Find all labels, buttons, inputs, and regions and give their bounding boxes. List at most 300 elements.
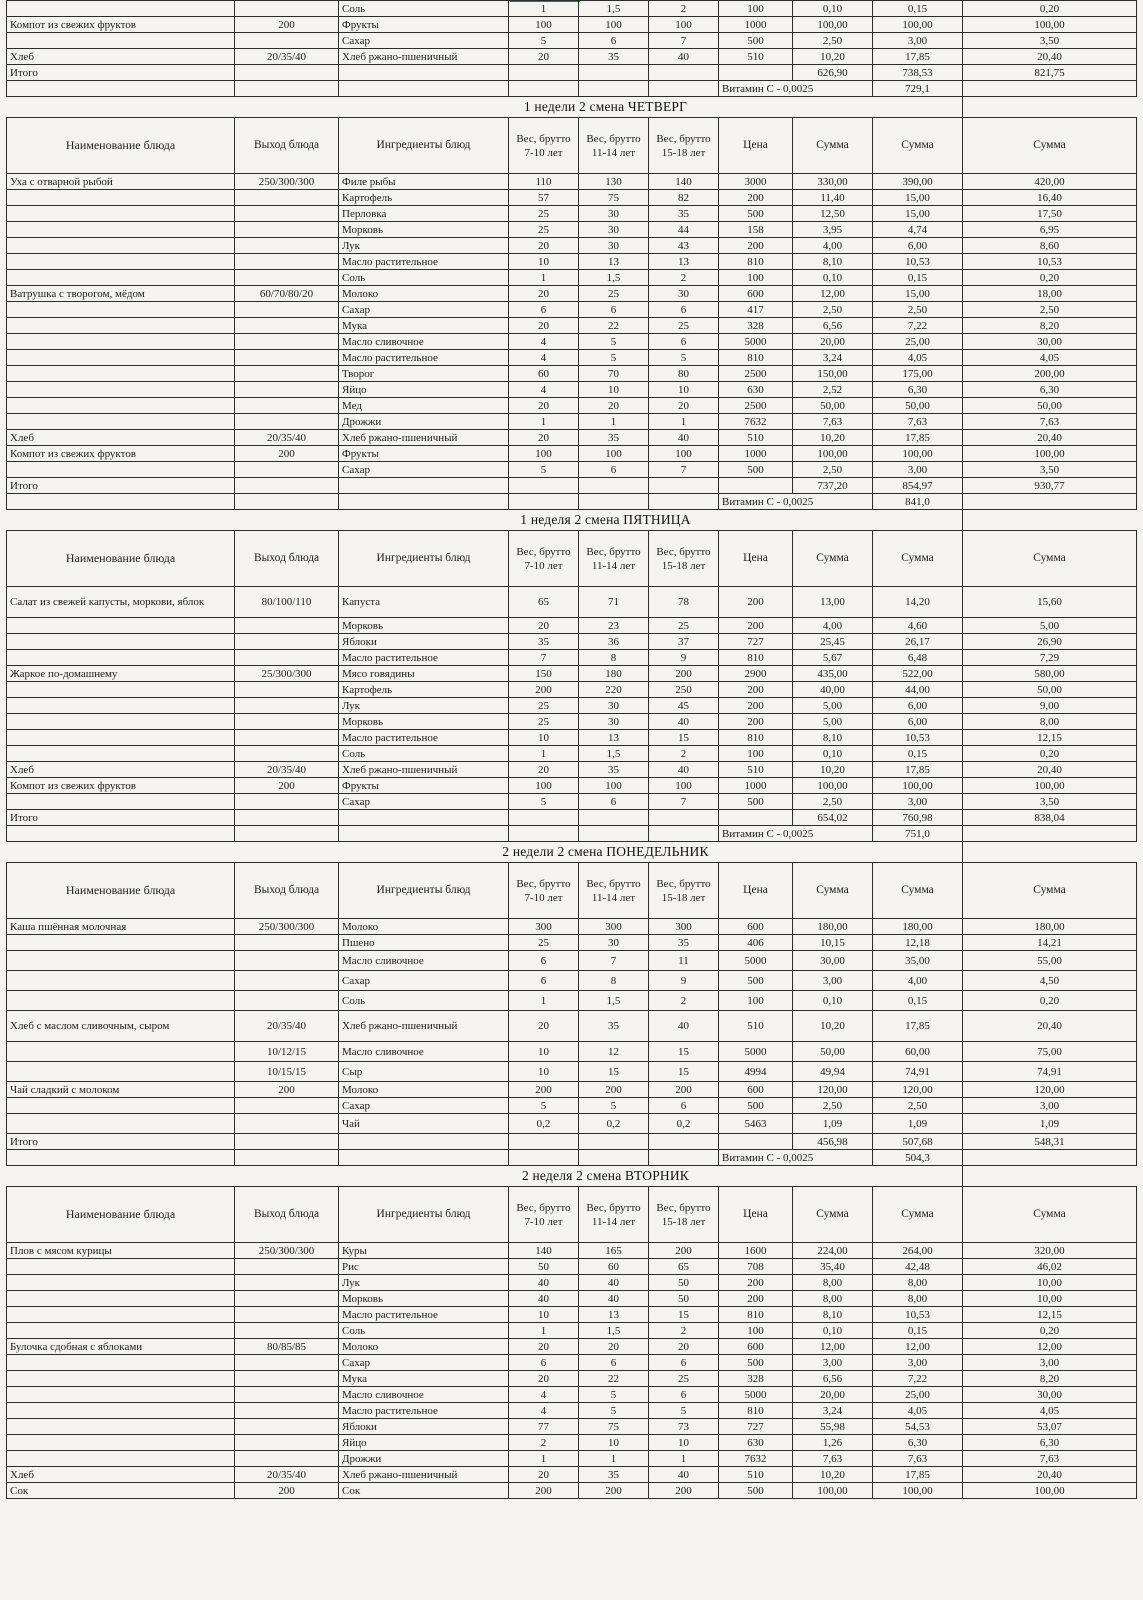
ingredient-cell: Яйцо — [339, 1435, 509, 1451]
weight-cell: 100 — [509, 778, 579, 794]
price-cell: 510 — [719, 1467, 793, 1483]
price-cell: 1000 — [719, 17, 793, 33]
weight-cell: 100 — [649, 446, 719, 462]
itogo-label: Итого — [7, 810, 235, 826]
weight-cell: 300 — [649, 919, 719, 935]
empty-cell — [649, 81, 719, 97]
dish-output-cell — [235, 698, 339, 714]
dish-output-cell — [235, 398, 339, 414]
dish-name-cell — [7, 1259, 235, 1275]
dish-output-cell: 200 — [235, 1483, 339, 1499]
sum-cell: 120,00 — [963, 1082, 1137, 1098]
sum-cell: 5,67 — [793, 650, 873, 666]
price-cell: 500 — [719, 1098, 793, 1114]
price-cell: 200 — [719, 190, 793, 206]
sum-cell: 20,40 — [963, 430, 1137, 446]
weight-cell: 22 — [579, 1371, 649, 1387]
weight-cell: 200 — [649, 1082, 719, 1098]
header-sum-7-10: Сумма — [793, 863, 873, 919]
table-row — [7, 698, 1137, 714]
dish-name-cell — [7, 1435, 235, 1451]
sum-cell: 20,40 — [963, 49, 1137, 65]
price-cell: 200 — [719, 682, 793, 698]
sum-cell: 10,00 — [963, 1275, 1137, 1291]
sum-cell: 6,00 — [873, 698, 963, 714]
sum-cell: 53,07 — [963, 1419, 1137, 1435]
weight-cell: 20 — [509, 1339, 579, 1355]
ingredient-cell: Сахар — [339, 1355, 509, 1371]
ingredient-cell: Молоко — [339, 1082, 509, 1098]
sum-cell: 7,63 — [963, 1451, 1137, 1467]
empty-cell — [649, 478, 719, 494]
sum-cell: 4,00 — [873, 971, 963, 991]
sum-cell: 0,10 — [793, 270, 873, 286]
sum-cell: 10,53 — [873, 730, 963, 746]
dish-output-cell — [235, 1, 339, 17]
weight-cell: 5 — [509, 462, 579, 478]
weight-cell: 40 — [649, 430, 719, 446]
title-spacer — [873, 510, 963, 531]
ingredient-cell: Лук — [339, 238, 509, 254]
weight-cell: 100 — [649, 778, 719, 794]
weight-cell: 35 — [509, 634, 579, 650]
weight-cell: 15 — [649, 1307, 719, 1323]
sum-cell: 100,00 — [963, 778, 1137, 794]
empty-cell — [339, 1150, 509, 1166]
header-ingredients: Ингредиенты блюд — [339, 1187, 509, 1243]
price-cell: 810 — [719, 1403, 793, 1419]
price-cell: 417 — [719, 302, 793, 318]
table-row — [7, 1062, 1137, 1082]
sum-cell: 30,00 — [793, 951, 873, 971]
sum-cell: 8,00 — [793, 1275, 873, 1291]
ingredient-cell: Молоко — [339, 1339, 509, 1355]
price-cell: 510 — [719, 1011, 793, 1042]
column-header-row — [7, 118, 1137, 174]
header-ingredients: Ингредиенты блюд — [339, 531, 509, 587]
header-sum-7-10: Сумма — [793, 1187, 873, 1243]
sum-cell: 3,00 — [793, 971, 873, 991]
header-sum-11-14: Сумма — [873, 118, 963, 174]
sum-cell: 4,50 — [963, 971, 1137, 991]
sum-cell: 12,50 — [793, 206, 873, 222]
weight-cell: 6 — [649, 1355, 719, 1371]
weight-cell: 20 — [649, 1339, 719, 1355]
weight-cell: 40 — [649, 714, 719, 730]
table-row — [7, 1291, 1137, 1307]
dish-name-cell — [7, 1323, 235, 1339]
price-cell: 810 — [719, 1307, 793, 1323]
weight-cell: 25 — [649, 318, 719, 334]
weight-cell: 35 — [579, 49, 649, 65]
ingredient-cell: Хлеб ржано-пшеничный — [339, 1467, 509, 1483]
price-cell: 500 — [719, 33, 793, 49]
sum-cell: 4,00 — [793, 238, 873, 254]
weight-cell: 220 — [579, 682, 649, 698]
header-weight-15-18: Вес, брутто 15-18 лет — [649, 1187, 719, 1243]
sum-cell: 100,00 — [963, 446, 1137, 462]
ingredient-cell: Мука — [339, 1371, 509, 1387]
sum-cell: 12,00 — [793, 1339, 873, 1355]
empty-cell — [509, 494, 579, 510]
dish-output-cell — [235, 1387, 339, 1403]
sum-cell: 120,00 — [873, 1082, 963, 1098]
dish-name-cell — [7, 366, 235, 382]
dish-output-cell — [235, 462, 339, 478]
price-cell: 5463 — [719, 1114, 793, 1134]
sum-cell: 50,00 — [963, 398, 1137, 414]
sum-cell: 6,30 — [963, 1435, 1137, 1451]
total-sum-cell: 821,75 — [963, 65, 1137, 81]
weight-cell: 20 — [509, 398, 579, 414]
total-sum-cell: 738,53 — [873, 65, 963, 81]
sum-cell: 7,22 — [873, 318, 963, 334]
table-row — [7, 682, 1137, 698]
weight-cell: 4 — [509, 334, 579, 350]
weight-cell: 165 — [579, 1243, 649, 1259]
total-sum-cell: 654,02 — [793, 810, 873, 826]
ingredient-cell: Молоко — [339, 286, 509, 302]
price-cell: 510 — [719, 430, 793, 446]
table-row — [7, 286, 1137, 302]
empty-cell — [509, 1150, 579, 1166]
weight-cell: 5 — [649, 350, 719, 366]
dish-output-cell: 10/15/15 — [235, 1062, 339, 1082]
weight-cell: 7 — [649, 33, 719, 49]
sum-cell: 25,00 — [873, 1387, 963, 1403]
empty-cell — [509, 65, 579, 81]
table-row — [7, 935, 1137, 951]
header-weight-7-10: Вес, брутто 7-10 лет — [509, 1187, 579, 1243]
weight-cell: 0,2 — [509, 1114, 579, 1134]
sum-cell: 10,20 — [793, 1011, 873, 1042]
table-row — [7, 971, 1137, 991]
dish-output-cell — [235, 334, 339, 350]
empty-cell — [235, 1134, 339, 1150]
table-row — [7, 430, 1137, 446]
ingredient-cell: Мука — [339, 318, 509, 334]
ingredient-cell: Сахар — [339, 302, 509, 318]
weight-cell: 30 — [579, 698, 649, 714]
weight-cell: 100 — [509, 446, 579, 462]
sum-cell: 17,85 — [873, 49, 963, 65]
price-cell: 200 — [719, 618, 793, 634]
ingredient-cell: Сок — [339, 1483, 509, 1499]
dish-name-cell — [7, 318, 235, 334]
dish-output-cell — [235, 971, 339, 991]
header-sum-11-14: Сумма — [873, 863, 963, 919]
weight-cell: 80 — [649, 366, 719, 382]
weight-cell: 100 — [579, 17, 649, 33]
dish-output-cell: 250/300/300 — [235, 919, 339, 935]
ingredient-cell: Сыр — [339, 1062, 509, 1082]
section-title-row — [7, 510, 1137, 531]
ingredient-cell: Молоко — [339, 919, 509, 935]
title-spacer — [7, 1166, 339, 1187]
header-price: Цена — [719, 531, 793, 587]
weight-cell: 20 — [509, 318, 579, 334]
header-weight-15-18: Вес, брутто 15-18 лет — [649, 863, 719, 919]
dish-output-cell: 200 — [235, 1082, 339, 1098]
table-row — [7, 366, 1137, 382]
title-spacer — [7, 842, 339, 863]
sum-cell: 420,00 — [963, 174, 1137, 190]
ingredient-cell: Рис — [339, 1259, 509, 1275]
weight-cell: 30 — [579, 935, 649, 951]
header-sum-15-18: Сумма — [963, 118, 1137, 174]
weight-cell: 1 — [509, 414, 579, 430]
sum-cell: 60,00 — [873, 1042, 963, 1062]
sum-cell: 0,20 — [963, 270, 1137, 286]
table-row — [7, 1243, 1137, 1259]
price-cell: 600 — [719, 1339, 793, 1355]
ingredient-cell: Филе рыбы — [339, 174, 509, 190]
ingredient-cell: Сахар — [339, 794, 509, 810]
empty-cell — [339, 81, 509, 97]
weight-cell: 35 — [579, 1011, 649, 1042]
weight-cell: 40 — [509, 1291, 579, 1307]
empty-cell — [235, 65, 339, 81]
title-spacer — [963, 1166, 1137, 1187]
sum-cell: 2,50 — [873, 1098, 963, 1114]
ingredient-cell: Капуста — [339, 587, 509, 618]
dish-output-cell — [235, 1291, 339, 1307]
sum-cell: 4,05 — [873, 1403, 963, 1419]
weight-cell: 1 — [509, 991, 579, 1011]
weight-cell: 1,5 — [579, 991, 649, 1011]
header-price: Цена — [719, 118, 793, 174]
sum-cell: 12,18 — [873, 935, 963, 951]
weight-cell: 78 — [649, 587, 719, 618]
dish-name-cell — [7, 1275, 235, 1291]
weight-cell: 10 — [509, 254, 579, 270]
weight-cell: 7 — [649, 462, 719, 478]
sum-cell: 2,50 — [793, 794, 873, 810]
weight-cell: 20 — [579, 398, 649, 414]
table-row — [7, 1307, 1137, 1323]
dish-name-cell — [7, 746, 235, 762]
weight-cell: 35 — [649, 935, 719, 951]
empty-cell — [7, 1150, 235, 1166]
dish-name-cell: Компот из свежих фруктов — [7, 778, 235, 794]
weight-cell: 6 — [579, 794, 649, 810]
price-cell: 630 — [719, 382, 793, 398]
weight-cell: 200 — [649, 666, 719, 682]
dish-name-cell: Салат из свежей капусты, моркови, яблок — [7, 587, 235, 618]
dish-name-cell — [7, 462, 235, 478]
itogo-row — [7, 1134, 1137, 1150]
weight-cell: 30 — [579, 714, 649, 730]
total-sum-cell: 507,68 — [873, 1134, 963, 1150]
header-weight-7-10: Вес, брутто 7-10 лет — [509, 863, 579, 919]
ingredient-cell: Яблоки — [339, 1419, 509, 1435]
table-row — [7, 587, 1137, 618]
dish-output-cell — [235, 1451, 339, 1467]
dish-name-cell — [7, 634, 235, 650]
dish-output-cell: 20/35/40 — [235, 49, 339, 65]
header-ingredients: Ингредиенты блюд — [339, 863, 509, 919]
table-row — [7, 1467, 1137, 1483]
vitamin-row — [7, 81, 1137, 97]
table-row — [7, 1098, 1137, 1114]
sum-cell: 6,48 — [873, 650, 963, 666]
table-row — [7, 1114, 1137, 1134]
weight-cell: 30 — [579, 222, 649, 238]
sum-cell: 4,00 — [793, 618, 873, 634]
weight-cell: 1 — [649, 414, 719, 430]
weight-cell: 57 — [509, 190, 579, 206]
ingredient-cell: Масло растительное — [339, 1307, 509, 1323]
header-price: Цена — [719, 863, 793, 919]
title-spacer — [963, 97, 1137, 118]
dish-output-cell — [235, 1371, 339, 1387]
dish-name-cell: Ватрушка с творогом, мёдом — [7, 286, 235, 302]
sum-cell: 15,00 — [873, 286, 963, 302]
sum-cell: 3,00 — [873, 1355, 963, 1371]
dish-output-cell — [235, 238, 339, 254]
price-cell: 500 — [719, 794, 793, 810]
empty-cell — [579, 1134, 649, 1150]
dish-name-cell: Плов с мясом курицы — [7, 1243, 235, 1259]
title-spacer — [7, 510, 339, 531]
itogo-label: Итого — [7, 478, 235, 494]
weight-cell: 10 — [509, 730, 579, 746]
table-row — [7, 462, 1137, 478]
dish-output-cell — [235, 951, 339, 971]
sum-cell: 10,20 — [793, 430, 873, 446]
weight-cell: 77 — [509, 1419, 579, 1435]
table-row — [7, 618, 1137, 634]
sum-cell: 10,53 — [873, 254, 963, 270]
empty-cell — [339, 1134, 509, 1150]
weight-cell: 180 — [579, 666, 649, 682]
dish-name-cell: Компот из свежих фруктов — [7, 446, 235, 462]
weight-cell: 1,5 — [579, 746, 649, 762]
table-row — [7, 1, 1137, 17]
empty-cell — [235, 81, 339, 97]
sum-cell: 14,21 — [963, 935, 1137, 951]
dish-output-cell — [235, 366, 339, 382]
weight-cell: 20 — [509, 49, 579, 65]
ingredient-cell: Картофель — [339, 682, 509, 698]
price-cell: 4994 — [719, 1062, 793, 1082]
dish-output-cell — [235, 1259, 339, 1275]
title-spacer — [873, 1166, 963, 1187]
sum-cell: 30,00 — [963, 1387, 1137, 1403]
sum-cell: 50,00 — [963, 682, 1137, 698]
weight-cell: 35 — [579, 430, 649, 446]
dish-output-cell: 80/100/110 — [235, 587, 339, 618]
ingredient-cell: Дрожжи — [339, 1451, 509, 1467]
dish-output-cell — [235, 318, 339, 334]
dish-name-cell — [7, 1419, 235, 1435]
table-row — [7, 762, 1137, 778]
sum-cell: 0,20 — [963, 746, 1137, 762]
price-cell: 100 — [719, 1, 793, 17]
empty-cell — [339, 478, 509, 494]
weight-cell: 1 — [649, 1451, 719, 1467]
dish-output-cell — [235, 1098, 339, 1114]
weight-cell: 37 — [649, 634, 719, 650]
sum-cell: 10,15 — [793, 935, 873, 951]
sum-cell: 5,00 — [793, 698, 873, 714]
column-header-row — [7, 531, 1137, 587]
empty-cell — [235, 1150, 339, 1166]
table-row — [7, 1371, 1137, 1387]
weight-cell: 130 — [579, 174, 649, 190]
header-weight-15-18: Вес, брутто 15-18 лет — [649, 531, 719, 587]
sum-cell: 3,24 — [793, 1403, 873, 1419]
weight-cell: 6 — [509, 951, 579, 971]
dish-name-cell — [7, 935, 235, 951]
sum-cell: 20,40 — [963, 1011, 1137, 1042]
table-row — [7, 1323, 1137, 1339]
weight-cell: 40 — [509, 1275, 579, 1291]
sum-cell: 13,00 — [793, 587, 873, 618]
dish-name-cell: Жаркое по-домашнему — [7, 666, 235, 682]
dish-name-cell — [7, 1387, 235, 1403]
price-cell: 200 — [719, 1291, 793, 1307]
header-sum-7-10: Сумма — [793, 118, 873, 174]
weight-cell: 1 — [509, 746, 579, 762]
table-row — [7, 634, 1137, 650]
sum-cell: 6,00 — [873, 714, 963, 730]
sum-cell: 35,40 — [793, 1259, 873, 1275]
table-row — [7, 254, 1137, 270]
sum-cell: 10,53 — [873, 1307, 963, 1323]
table-row — [7, 318, 1137, 334]
vitamin-row — [7, 1150, 1137, 1166]
sum-cell: 3,50 — [963, 794, 1137, 810]
weight-cell: 250 — [649, 682, 719, 698]
sum-cell: 3,00 — [873, 33, 963, 49]
sum-cell: 30,00 — [963, 334, 1137, 350]
dish-name-cell — [7, 714, 235, 730]
ingredient-cell: Хлеб ржано-пшеничный — [339, 49, 509, 65]
section-title: 2 неделя 2 смена ВТОРНИК — [339, 1166, 873, 1187]
weight-cell: 0,2 — [579, 1114, 649, 1134]
sum-cell: 74,91 — [873, 1062, 963, 1082]
ingredient-cell: Сахар — [339, 971, 509, 991]
dish-output-cell: 250/300/300 — [235, 1243, 339, 1259]
header-ingredients: Ингредиенты блюд — [339, 118, 509, 174]
weight-cell: 9 — [649, 650, 719, 666]
weight-cell: 82 — [649, 190, 719, 206]
weight-cell: 200 — [509, 1483, 579, 1499]
dish-name-cell — [7, 682, 235, 698]
weight-cell: 1 — [509, 1451, 579, 1467]
table-row — [7, 1451, 1137, 1467]
dish-name-cell: Каша пшённая молочная — [7, 919, 235, 935]
empty-cell — [509, 478, 579, 494]
dish-name-cell — [7, 1451, 235, 1467]
sum-cell: 20,00 — [793, 334, 873, 350]
price-cell: 708 — [719, 1259, 793, 1275]
dish-output-cell — [235, 1403, 339, 1419]
price-cell: 727 — [719, 1419, 793, 1435]
weight-cell: 5 — [579, 1387, 649, 1403]
dish-output-cell — [235, 222, 339, 238]
sum-cell: 1,26 — [793, 1435, 873, 1451]
price-cell: 500 — [719, 1483, 793, 1499]
ingredient-cell: Лук — [339, 698, 509, 714]
sum-cell: 8,10 — [793, 1307, 873, 1323]
table-row — [7, 190, 1137, 206]
table-row — [7, 238, 1137, 254]
empty-cell — [649, 810, 719, 826]
total-sum-cell: 760,98 — [873, 810, 963, 826]
header-dish-name: Наименование блюда — [7, 118, 235, 174]
